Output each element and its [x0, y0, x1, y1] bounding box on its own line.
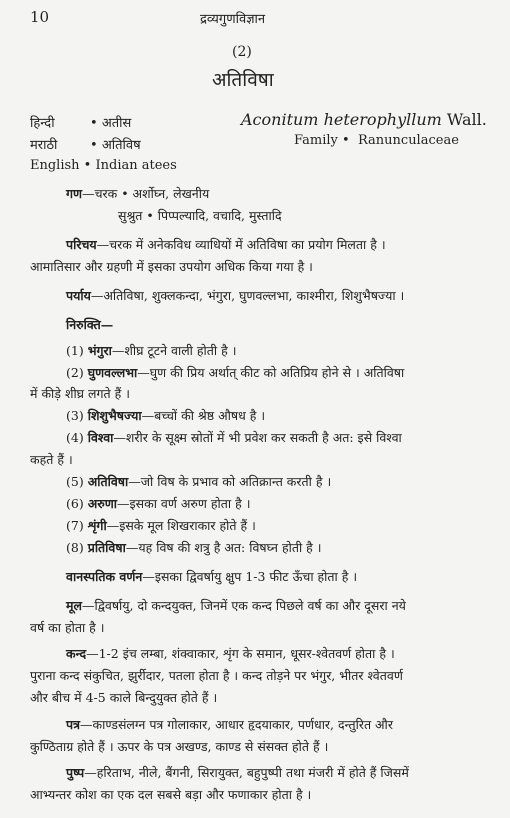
mool-line1: मूल—द्विवर्षायु, दो कन्दयुक्त, जिनमें एक कन्द पिछले वर्ष का और दूसरा नये: [66, 598, 406, 613]
parichay-line1: परिचय—चरक में अनेकविध व्याधियों में अतिविषा का प्रयोग मिलता है ।: [66, 237, 386, 252]
vanaspatik-label: वानस्पतिक वर्णन: [66, 569, 143, 584]
patra-line2: कुण्ठिताग्र होते हैं । ऊपर के पत्र अखण्ड, काण्ड से संसक्त होते हैं ।: [30, 739, 329, 754]
nirukti-item-1: (1) भंगुरा—शीघ्र टूटने वाली होती है ।: [66, 343, 237, 358]
name-lang-marathi: मराठी: [30, 138, 58, 153]
chapter-number: (2): [232, 44, 252, 60]
running-header: द्रव्यगुणविज्ञान: [200, 12, 266, 27]
mool-line2: वर्ष का होता है ।: [30, 620, 105, 635]
species-name: Aconitum heterophyllum: [241, 110, 442, 129]
chapter-title: अतिविषा: [212, 69, 274, 91]
nirukti-item-4: (4) विश्वा—शरीर के सूक्ष्म स्रोतों में भी प्रवेश कर सकती है अत: इसे विश्वा: [66, 430, 402, 445]
paryay-label: पर्याय: [66, 288, 91, 303]
nirukti-item-2-cont: में कीड़े शीघ्र लगते हैं ।: [30, 386, 131, 401]
nirukti-item-8: (8) प्रतिविषा—यह विष की शत्रु है अत: विषघ्न होती है ।: [66, 540, 322, 555]
botanical-name: [241, 110, 487, 129]
pushp-line2: आभ्यन्तर कोश का एक दल सबसे बड़ा और फणाकार होता है ।: [30, 787, 312, 802]
kand-line2: पुराना कन्द संकुचित, झुर्रीदार, पतला होता है । कन्द तोड़ने पर भंगुर, भीतर श्वेतवर्ण: [30, 668, 403, 683]
paryay-line: पर्याय—अतिविषा, शुक्लकन्दा, भंगुरा, घुणवल्लभा, काश्मीरा, शिशुभैषज्या ।: [66, 288, 405, 303]
patra-line1: पत्र—काण्डसंलग्न पत्र गोलाकार, आधार हृदयाकार, पर्णधार, दन्तुरित और: [66, 717, 393, 732]
name-english: English • Indian atees: [30, 158, 177, 173]
nirukti-heading: निरुक्ति—: [66, 317, 114, 332]
kand-line1: कन्द—1-2 इंच लम्बा, शंक्वाकार, शृंग के समान, धूसर-श्वेतवर्ण होता है ।: [66, 646, 395, 661]
nirukti-item-5: (5) अतिविषा—जो विष के प्रभाव को अतिक्रान्त करती है ।: [66, 474, 332, 489]
vanaspatik-line: वानस्पतिक वर्णन—इसका द्विवर्षायु क्षुप 1-3 फीट ऊँचा होता है ।: [66, 569, 358, 584]
species-author: Wall.: [446, 110, 487, 129]
page-number: 10: [30, 8, 50, 26]
gana-line2: सुश्रुत • पिप्पल्यादि, वचादि, मुस्तादि: [118, 208, 282, 223]
name-hindi: • अतीस: [90, 116, 132, 131]
kand-label: कन्द: [66, 646, 87, 661]
gana-line1: गण—चरक • अर्शोघ्न, लेखनीय: [66, 186, 210, 201]
nirukti-item-2: (2) घुणवल्लभा—घुण की प्रिय अर्थात् कीट को अतिप्रिय होने से । अतिविषा: [66, 365, 405, 380]
family-line: Family • Ranunculaceae: [294, 133, 459, 148]
kand-line3: और बीच में 4-5 काले बिन्दुयुक्त होते हैं ।: [30, 690, 218, 705]
family-name: Ranunculaceae: [357, 133, 459, 148]
gana-label: गण: [66, 186, 83, 201]
nirukti-item-4-cont: कहते हैं ।: [30, 452, 73, 467]
parichay-label: परिचय: [66, 237, 97, 252]
family-label: Family: [294, 133, 338, 148]
patra-label: पत्र: [66, 717, 81, 732]
parichay-line2: आमातिसार और ग्रहणी में इसका उपयोग अधिक किया गया है ।: [30, 259, 313, 274]
name-lang-hindi: हिन्दी: [30, 116, 55, 131]
pushp-line1: पुष्प—हरिताभ, नीले, बैंगनी, सिरायुक्त, बहुपुष्पी तथा मंजरी में होते हैं जिसमें: [66, 765, 409, 780]
name-marathi: • अतिविष: [90, 138, 141, 153]
nirukti-item-3: (3) शिशुभैषज्या—बच्चों की श्रेष्ठ औषध है ।: [66, 408, 266, 423]
mool-label: मूल: [66, 598, 82, 613]
pushp-label: पुष्प: [66, 765, 85, 780]
nirukti-item-6: (6) अरुणा—इसका वर्ण अरुण होता है ।: [66, 496, 251, 511]
nirukti-item-7: (7) शृंगी—इसके मूल शिखराकार होते हैं ।: [66, 518, 256, 533]
